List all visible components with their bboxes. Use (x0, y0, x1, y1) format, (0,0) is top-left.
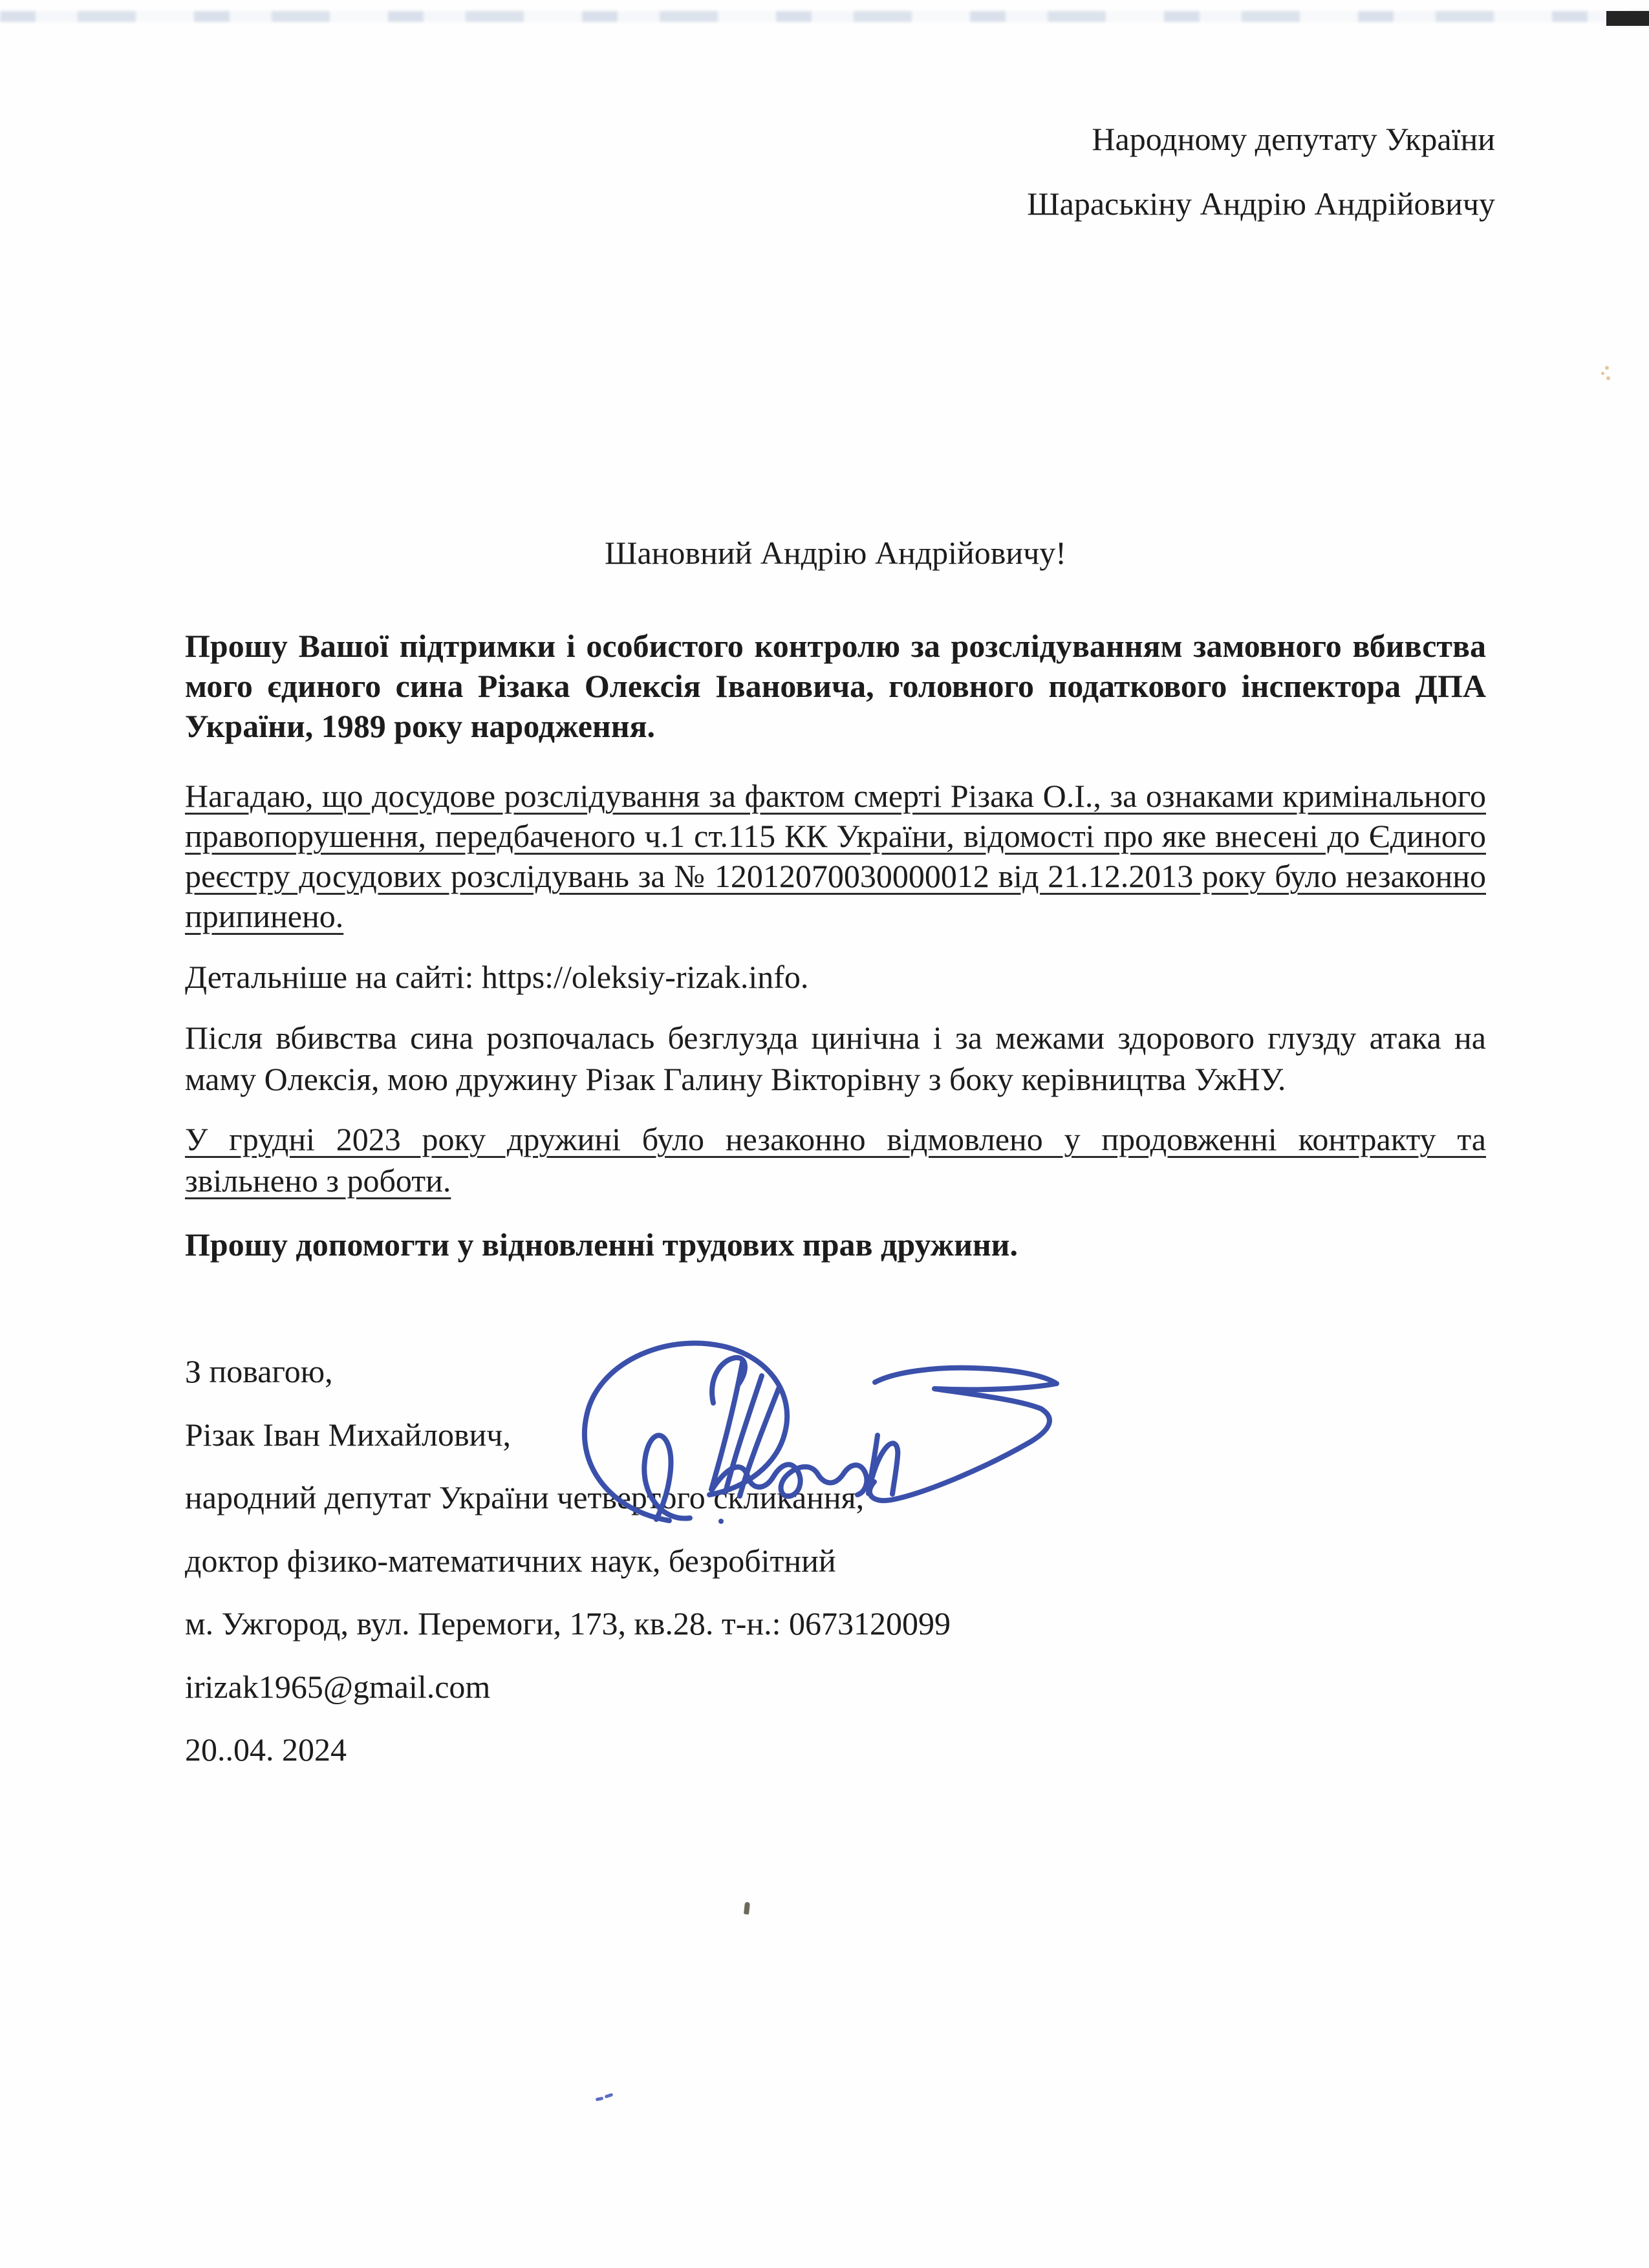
addressee-name: Шараськіну Андрію Андрійовичу (1027, 186, 1495, 222)
closing-line: З повагою, (185, 1353, 333, 1389)
scan-top-band-artifact (0, 11, 1649, 22)
paragraph-plea (185, 1225, 1486, 1265)
salutation: Шановний Андрію Андрійовичу! (605, 535, 1066, 571)
letter-date: 20..04. 2024 (185, 1731, 347, 1768)
sender-title-doctor: доктор фізико-математичних наук, безробітний (185, 1542, 836, 1579)
handwritten-signature (572, 1327, 1083, 1528)
addressee-block (1027, 107, 1495, 236)
signature-inner-loop-stroke (644, 1435, 690, 1519)
sender-email: irizak1965@gmail.com (185, 1668, 491, 1705)
signature-flourish-stroke (870, 1368, 1057, 1501)
ink-speck-artifact (744, 1902, 750, 1915)
paragraph-request-line: України, 1989 року народження. (185, 708, 656, 744)
scan-corner-mark-artifact (1606, 11, 1649, 26)
paragraph-request-line: Прошу Вашої підтримки і особистого контролю за розслідуванням замовного вбивства (185, 628, 1486, 664)
paragraph-request (185, 626, 1486, 746)
paragraph-website (185, 957, 1486, 997)
sender-address-phone: м. Ужгород, вул. Перемоги, 173, кв.28. т-н.: 0673120099 (185, 1605, 951, 1642)
paper-speck-artifact (1601, 366, 1611, 381)
paragraph-attack-line: Після вбивства сина розпочалась безглузда цинічна і за межами здорового глузду атака на (185, 1020, 1486, 1056)
paragraph-contract-line: У грудні 2023 року дружині було незаконно відмовлено у продовженні контракту та (185, 1121, 1486, 1157)
paragraph-plea-line: Прошу допомогти у відновленні трудових прав дружини. (185, 1226, 1018, 1263)
paragraph-request-line: мого єдиного сина Різака Олексія Івановича, головного податкового інспектора ДПА (185, 668, 1486, 704)
paragraph-contract (185, 1118, 1486, 1201)
signature-oval-stroke (585, 1343, 787, 1521)
signature-wave-stroke (712, 1464, 867, 1496)
website-line: Детальніше на сайті: https://oleksiy-rizak.info. (185, 959, 809, 995)
sender-title-deputy: народний депутат України четвертого скликання, (185, 1479, 865, 1515)
blue-pen-speck-artifact (596, 2093, 615, 2102)
paragraph-case-reminder-line: правопорушення, передбаченого ч.1 ст.115 КК України, відомості про яке внесені до Єдиного (185, 818, 1486, 854)
paragraph-case-reminder-line: реєстру досудових розслідувань за № 12012070030000012 від 21.12.2013 року було незаконно (185, 858, 1486, 894)
paragraph-attack-line: маму Олексія, мою дружину Різак Галину Вікторівну з боку керівництва УжНУ. (185, 1061, 1286, 1097)
addressee-role: Народному депутату України (1092, 121, 1495, 157)
sender-name: Різак Іван Михайлович, (185, 1416, 511, 1453)
paragraph-contract-line: звільнено з роботи. (185, 1162, 451, 1199)
paragraph-case-reminder-line: припинено. (185, 898, 344, 934)
paragraph-case-reminder-line: Нагадаю, що досудове розслідування за фактом смерті Різака О.І., за ознаками кримінального (185, 778, 1486, 814)
paragraph-attack (185, 1017, 1486, 1100)
signature-ink-dot (718, 1519, 724, 1524)
paragraph-case-reminder (185, 776, 1486, 936)
